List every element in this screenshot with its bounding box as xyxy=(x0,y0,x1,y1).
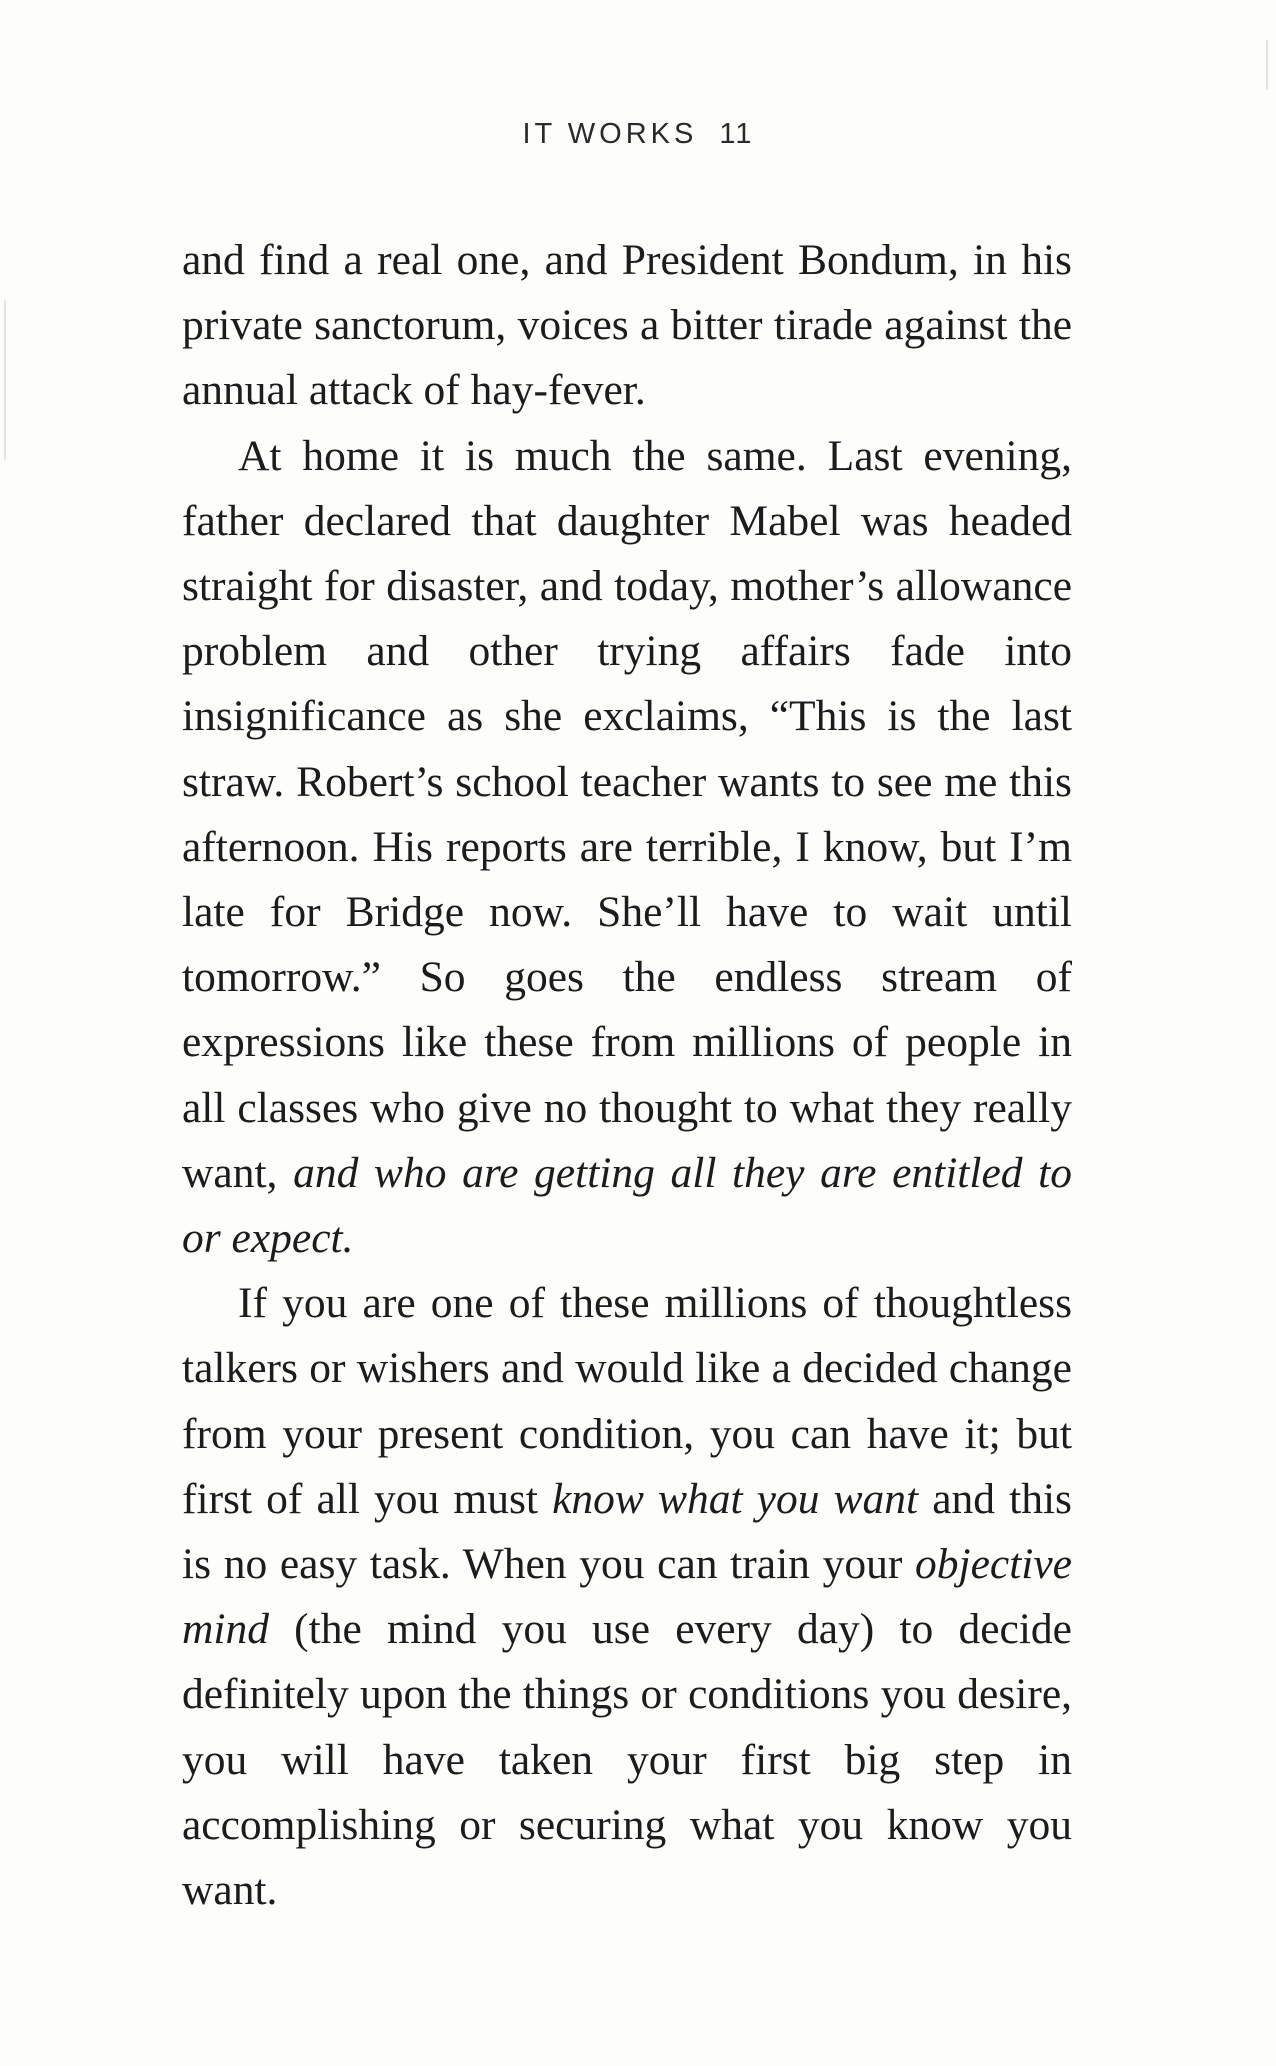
paragraph-2 xyxy=(182,424,1072,1272)
paragraph-1 xyxy=(182,228,1072,424)
running-head xyxy=(0,118,1276,151)
scan-mark-left xyxy=(4,300,6,460)
book-title: IT WORKS xyxy=(522,118,698,150)
paragraph-3-italic-know-what-you-want: know what you want xyxy=(552,1474,919,1523)
paragraph-3 xyxy=(182,1271,1072,1923)
body-text xyxy=(182,228,1072,1923)
paragraph-3-text-c: (the mind you use every day) to decide definitely upon the things or conditions you desire, you will have taken your first big step in accomplishing or securing what you know you want. xyxy=(182,1605,1072,1915)
paragraph-3-italic-objective-mind: objective mind xyxy=(182,1540,1072,1654)
paragraph-3-text-a: If you are one of these millions of thoughtless talkers or wishers and would like a decided change from your present condition, you can have it; but first of all you must xyxy=(182,1279,1072,1523)
paragraph-1-text: and find a real one, and President Bondum, in his private sanctorum, voices a bitter tirade against the annual attack of hay-fever. xyxy=(182,236,1072,415)
paragraph-2-text: At home it is much the same. Last evening, father declared that daughter Mabel was headed straight for disaster, and today, mother’s allowance problem and other trying affairs fade into insignificance as she exclaims, “This is the last straw. Robert’s school teacher wants to see me this afternoon. His reports are terrible, I know, but I’m late for Bridge now. She’ll have to wait until tomorrow.” So goes the endless stream of expressions like these from millions of people in all classes who give no thought to what they really want, xyxy=(182,431,1072,1197)
scan-mark-right xyxy=(1266,40,1268,90)
paragraph-3-text-b: and this is no easy task. When you can train your xyxy=(182,1474,1072,1589)
page-number: 11 xyxy=(719,118,754,150)
paragraph-2-italic-emphasis: and who are getting all they are entitled to or expect. xyxy=(182,1148,1072,1263)
